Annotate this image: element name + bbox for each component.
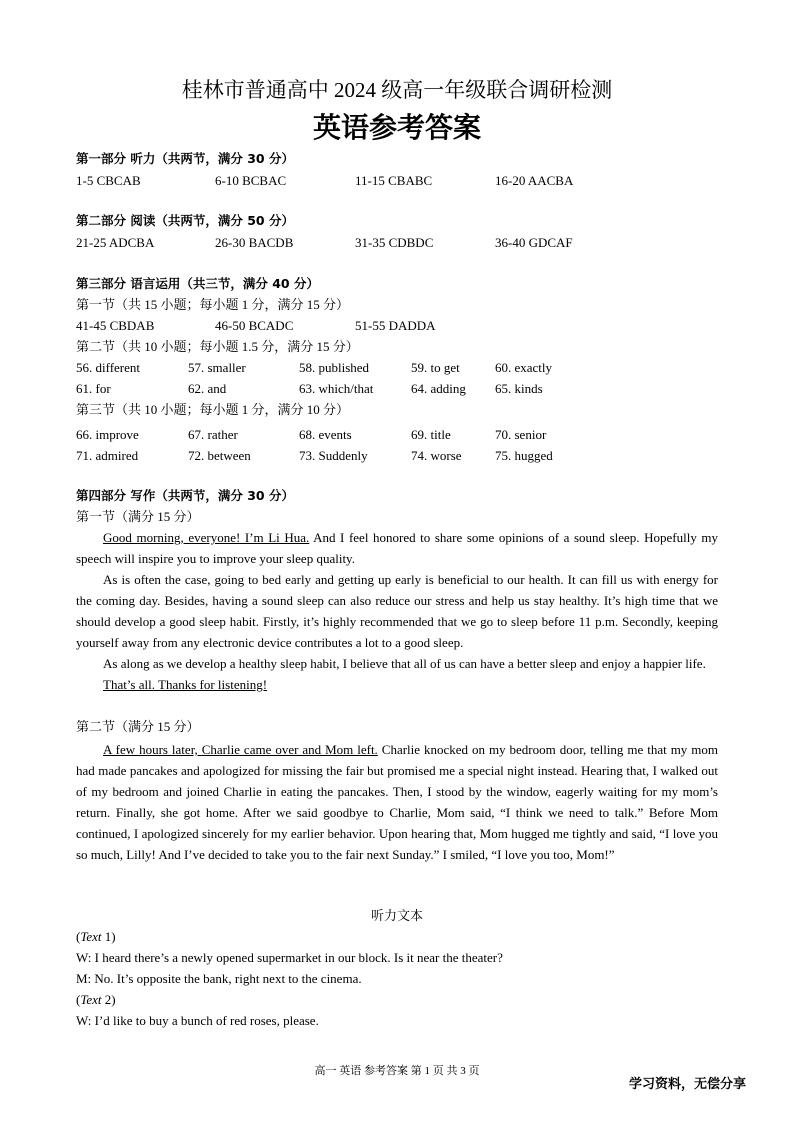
essay2 <box>76 739 718 865</box>
answer-group: 1-5 CBCAB <box>76 173 141 188</box>
paren: ( <box>76 992 81 1007</box>
listening-heading: 听力文本 <box>370 908 423 923</box>
text-number: 2) <box>101 992 116 1007</box>
answer-item: 73. Suddenly <box>299 448 368 463</box>
text-number: 1) <box>101 929 116 944</box>
answer-item: 63. which/that <box>299 381 374 396</box>
answer-group: 6-10 BCBAC <box>215 173 287 188</box>
exam-title: 桂林市普通高中 2024 级高一年级联合调研检测 <box>181 78 613 102</box>
answer-item: 59. to get <box>411 360 460 375</box>
text2-label <box>76 991 116 1009</box>
answer-item: 72. between <box>188 448 251 463</box>
answer-item: 60. exactly <box>495 360 553 375</box>
part3-section3-label: 第三节（共 10 小题；每小题 1 分，满分 10 分） <box>76 402 350 417</box>
text-word: Text <box>80 929 102 944</box>
part3-section1-label: 第一节（共 15 小题；每小题 1 分，满分 15 分） <box>76 297 350 312</box>
answer-group: 36-40 GDCAF <box>495 235 573 250</box>
part3-heading: 第三部分 语言运用（共三节，满分 40 分） <box>76 276 319 291</box>
essay2-text: Charlie knocked on my bedroom door, telling me that my mom had made pancakes and apologized for missing the fair but promised me a special night instead. Hearing that, I walked out of my bedroom and joined Charlie in eating the pancakes. Then, I stood by the window, eagerly waiting for my mom’s return. Finally, she got home. After we said goodbye to Charlie, Mom said, “I think we need to talk.” Before Mom continued, I apologized sincerely for my earlier behavior. Upon hearing that, Mom hugged me tightly and said, “I love you so much, Lilly! And I’ve decided to take you to the fair next Sunday.” I smiled, “I love you too, Mom!” <box>76 742 718 862</box>
answer-item: 58. published <box>299 360 370 375</box>
part3-section2-label: 第二节（共 10 小题；每小题 1.5 分，满分 15 分） <box>76 339 359 354</box>
answer-group: 21-25 ADCBA <box>76 235 155 250</box>
answer-item: 61. for <box>76 381 111 396</box>
dialogue-line: M: No. It’s opposite the bank, right next to the cinema. <box>76 971 362 986</box>
page-title: 英语参考答案 <box>312 113 481 144</box>
part4-section1-label: 第一节（满分 15 分） <box>76 509 200 524</box>
answer-group: 31-35 CDBDC <box>355 235 434 250</box>
answer-item: 62. and <box>188 381 227 396</box>
answer-item: 74. worse <box>411 448 462 463</box>
answer-group: 26-30 BACDB <box>215 235 294 250</box>
paren: ( <box>76 929 81 944</box>
page-footer: 高一 英语 参考答案 第 1 页 共 3 页 <box>314 1065 480 1077</box>
answer-item: 65. kinds <box>495 381 543 396</box>
answer-item: 67. rather <box>188 427 238 442</box>
part4-heading: 第四部分 写作（共两节，满分 30 分） <box>76 488 294 503</box>
answer-item: 66. improve <box>76 427 139 442</box>
essay1-closing: That’s all. Thanks for listening! <box>103 677 268 692</box>
answer-item: 68. events <box>299 427 352 442</box>
answer-item: 69. title <box>411 427 451 442</box>
answer-item: 64. adding <box>411 381 466 396</box>
answer-group: 11-15 CBABC <box>355 173 433 188</box>
answer-item: 75. hugged <box>495 448 553 463</box>
essay1-opening: Good morning, everyone! I’m Li Hua. <box>103 530 310 545</box>
answer-group: 41-45 CBDAB <box>76 318 155 333</box>
share-note: 学习资料，无偿分享 <box>628 1077 746 1092</box>
part2-heading: 第二部分 阅读（共两节，满分 50 分） <box>76 213 294 228</box>
answer-item: 71. admired <box>76 448 139 463</box>
essay2-opening: A few hours later, Charlie came over and Mom left. <box>103 742 378 757</box>
essay1-paragraph <box>76 527 718 569</box>
dialogue-line: W: I’d like to buy a bunch of red roses, please. <box>76 1013 319 1028</box>
essay1-paragraph: As is often the case, going to bed early and getting up early is beneficial to our health. It can fill us with energy for the coming day. Besides, having a sound sleep can also reduce our stress and help us stay healthy. It’s high time that we should develop a good sleep habit. Firstly, it’s highly recommended that we go to sleep before 11 p.m. Secondly, keeping yourself away from any electronic device contributes a lot to a good sleep. <box>76 572 718 650</box>
text1-label <box>76 928 116 946</box>
essay1-paragraph <box>76 674 718 695</box>
dialogue-line: W: I heard there’s a newly opened supermarket in our block. Is it near the theater? <box>76 950 503 965</box>
answer-group: 51-55 DADDA <box>355 318 436 333</box>
answer-group: 16-20 AACBA <box>495 173 574 188</box>
answer-item: 56. different <box>76 360 141 375</box>
text-word: Text <box>80 992 102 1007</box>
essay2-paragraph <box>76 739 718 865</box>
answer-group: 46-50 BCADC <box>215 318 294 333</box>
essay1-paragraph: As along as we develop a healthy sleep habit, I believe that all of us can have a better sleep and enjoy a happier life. <box>103 656 706 671</box>
essay1-text: And I feel honored to share some opinions of a sound sleep. Hopefully my speech will inspire you to improve your sleep quality. <box>76 530 719 566</box>
part4-section2-label: 第二节（满分 15 分） <box>76 719 200 734</box>
answer-item: 57. smaller <box>188 360 246 375</box>
part1-heading: 第一部分 听力（共两节，满分 30 分） <box>76 151 294 166</box>
answer-item: 70. senior <box>495 427 547 442</box>
essay1 <box>76 527 718 695</box>
